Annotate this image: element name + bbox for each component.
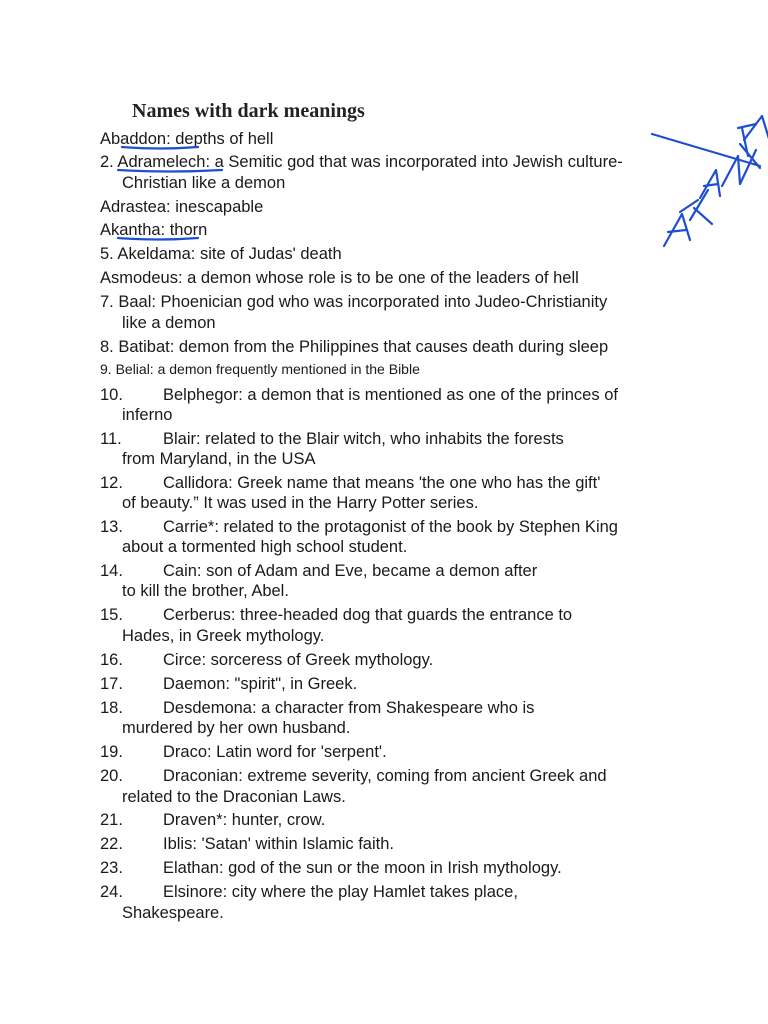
entry-adrastea: Adrastea: inescapable	[100, 198, 264, 216]
entry-number: 12.	[100, 474, 123, 492]
entry-number: 18.	[100, 699, 123, 717]
entry-text: Desdemona: a character from Shakespeare who is	[163, 699, 535, 717]
entry-cont: about a tormented high school student.	[122, 538, 408, 556]
entry-text: Circe: sorceress of Greek mythology.	[163, 651, 434, 669]
entry-text: Callidora: Greek name that means 'the one who has the gift'	[163, 474, 601, 492]
entry-text: Draven*: hunter, crow.	[163, 811, 326, 829]
entry-text: Belphegor: a demon that is mentioned as one of the princes of	[163, 386, 618, 404]
entry-number: 15.	[100, 606, 123, 624]
entry-baal-cont: like a demon	[122, 314, 216, 332]
entry-cont: inferno	[122, 406, 173, 424]
entry-text: Elsinore: city where the play Hamlet takes place,	[163, 883, 518, 901]
entry-akeldama: 5. Akeldama: site of Judas' death	[100, 245, 342, 263]
entry-belial: 9. Belial: a demon frequently mentioned in the Bible	[100, 361, 420, 377]
entry-cont: related to the Draconian Laws.	[122, 788, 346, 806]
entry-number: 22.	[100, 835, 123, 853]
entry-cont: from Maryland, in the USA	[122, 450, 316, 468]
page-title: Names with dark meanings	[132, 100, 365, 122]
entry-number: 16.	[100, 651, 123, 669]
entry-number: 14.	[100, 562, 123, 580]
entry-number: 13.	[100, 518, 123, 536]
entry-text: Draco: Latin word for 'serpent'.	[163, 743, 387, 761]
handwritten-akantha-signature	[652, 116, 768, 246]
entry-number: 21.	[100, 811, 123, 829]
entry-number: 19.	[100, 743, 123, 761]
entry-text: Cain: son of Adam and Eve, became a demon after	[163, 562, 538, 580]
entry-cont: murdered by her own husband.	[122, 719, 351, 737]
entry-text: Iblis: 'Satan' within Islamic faith.	[163, 835, 394, 853]
entry-batibat: 8. Batibat: demon from the Philippines that causes death during sleep	[100, 338, 609, 356]
entry-adramelech: 2. Adramelech: a Semitic god that was incorporated into Jewish culture-	[100, 153, 623, 171]
entry-cont: to kill the brother, Abel.	[122, 582, 289, 600]
entry-cont: Shakespeare.	[122, 904, 224, 922]
entry-text: Blair: related to the Blair witch, who inhabits the forests	[163, 430, 564, 448]
entry-text: Elathan: god of the sun or the moon in Irish mythology.	[163, 859, 562, 877]
entry-number: 23.	[100, 859, 123, 877]
entry-cont: Hades, in Greek mythology.	[122, 627, 325, 645]
entry-number: 20.	[100, 767, 123, 785]
entry-number: 24.	[100, 883, 123, 901]
entry-number: 11.	[100, 430, 122, 448]
entry-asmodeus: Asmodeus: a demon whose role is to be one of the leaders of hell	[100, 269, 579, 287]
entry-akantha: Akantha: thorn	[100, 221, 208, 239]
entry-adramelech-cont: Christian like a demon	[122, 174, 286, 192]
entry-baal: 7. Baal: Phoenician god who was incorporated into Judeo-Christianity	[100, 293, 608, 311]
entry-abaddon: Abaddon: depths of hell	[100, 130, 274, 148]
entry-text: Carrie*: related to the protagonist of the book by Stephen King	[163, 518, 618, 536]
entry-number: 17.	[100, 675, 123, 693]
entry-text: Draconian: extreme severity, coming from ancient Greek and	[163, 767, 607, 785]
entry-text: Cerberus: three-headed dog that guards the entrance to	[163, 606, 573, 624]
entry-cont: of beauty.” It was used in the Harry Potter series.	[122, 494, 479, 512]
entry-text: Daemon: "spirit", in Greek.	[163, 675, 358, 693]
entry-number: 10.	[100, 386, 123, 404]
